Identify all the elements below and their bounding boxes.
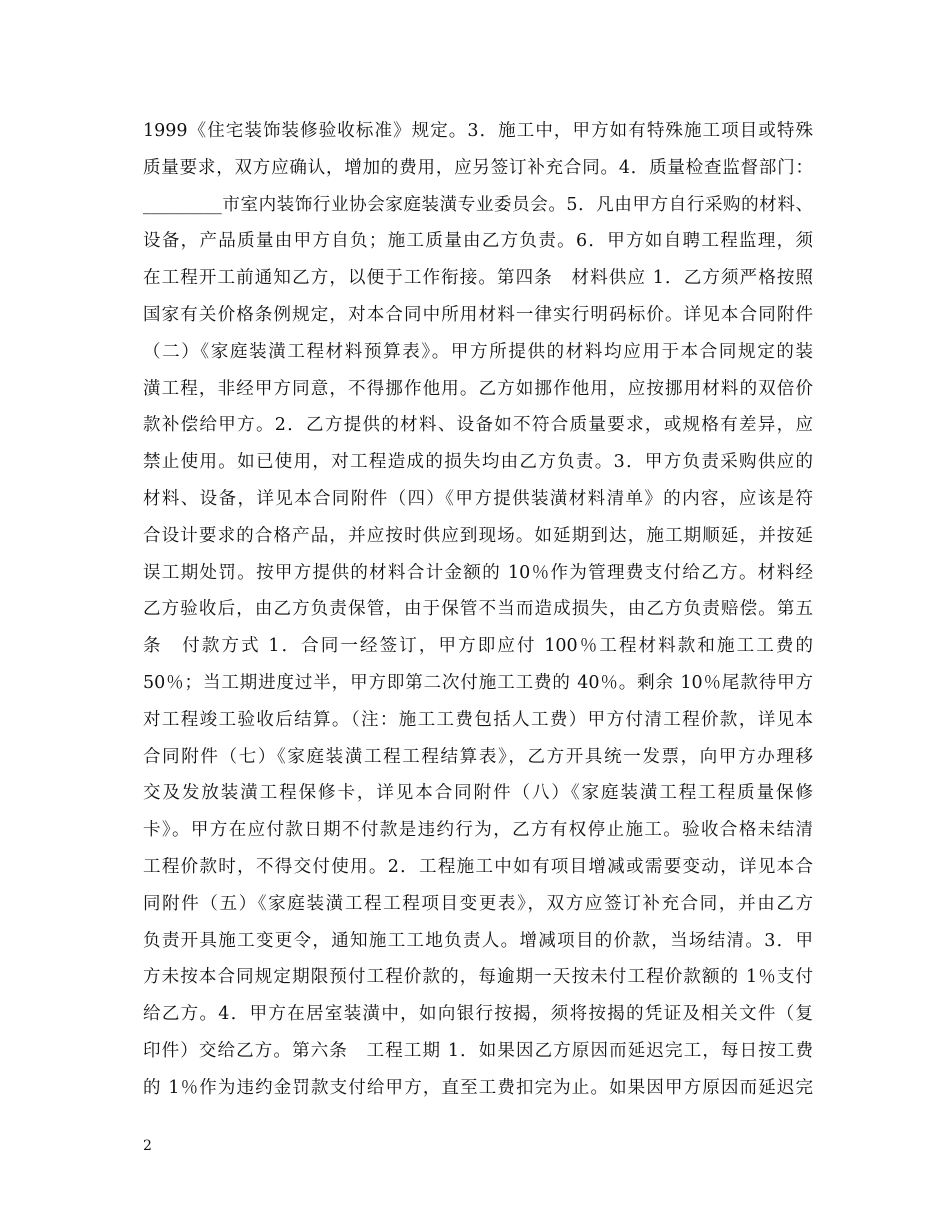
text-line: _________市室内装饰行业协会家庭装潢专业委员会。5．凡由甲方自行采购的材料、	[143, 194, 813, 215]
text-line: 在工程开工前通知乙方，以便于工作衔接。第四条 材料供应 1．乙方须严格按照	[143, 268, 813, 289]
text-line: 合同附件（七）《家庭装潢工程工程结算表》，乙方开具统一发票，向甲方办理移	[143, 746, 813, 767]
text-line: 材料、设备，详见本合同附件（四）《甲方提供装潢材料清单》的内容，应该是符	[143, 488, 813, 509]
text-line: 1999《住宅装饰装修验收标准》规定。3．施工中，甲方如有特殊施工项目或特殊	[143, 121, 813, 141]
text-line: 条 付款方式 1．合同一经签订，甲方即应付 100％工程材料款和施工工费的	[143, 636, 813, 657]
text-line: 方未按本合同规定期限预付工程价款的，每逾期一天按未付工程价款额的 1％支付	[143, 967, 813, 988]
text-line: 印件）交给乙方。第六条 工程工期 1．如果因乙方原因而延迟完工，每日按工费	[143, 1040, 813, 1061]
text-line: 卡》。甲方在应付款日期不付款是违约行为，乙方有权停止施工。验收合格未结清	[143, 820, 813, 841]
text-line: 对工程竣工验收后结算。（注：施工工费包括人工费）甲方付清工程价款，详见本	[143, 709, 813, 730]
text-line: 禁止使用。如已使用，对工程造成的损失均由乙方负责。3．甲方负责采购供应的	[143, 452, 813, 473]
text-line: 误工期处罚。按甲方提供的材料合计金额的 10％作为管理费支付给乙方。材料经	[143, 562, 813, 583]
text-line: 款补偿给甲方。2．乙方提供的材料、设备如不符合质量要求，或规格有差异，应	[143, 415, 813, 436]
text-line: 给乙方。4．甲方在居室装潢中，如向银行按揭，须将按揭的凭证及相关文件（复	[143, 1004, 813, 1025]
text-line: 国家有关价格条例规定，对本合同中所用材料一律实行明码标价。详见本合同附件	[143, 304, 813, 325]
text-line: （二）《家庭装潢工程材料预算表》。甲方所提供的材料均应用于本合同规定的装	[143, 341, 813, 362]
text-line: 合设计要求的合格产品，并应按时供应到现场。如延期到达，施工期顺延，并按延	[143, 525, 813, 546]
text-line: 交及发放装潢工程保修卡，详见本合同附件（八）《家庭装潢工程工程质量保修	[143, 783, 813, 804]
text-line: 同附件（五）《家庭装潢工程工程项目变更表》，双方应签订补充合同，并由乙方	[143, 893, 813, 914]
text-line: 乙方验收后，由乙方负责保管，由于保管不当而造成损失，由乙方负责赔偿。第五	[143, 599, 813, 620]
text-line: 负责开具施工变更令，通知施工工地负责人。增减项目的价款，当场结清。3．甲	[143, 930, 813, 951]
text-line: 设备，产品质量由甲方自负；施工质量由乙方负责。6．甲方如自聘工程监理，须	[143, 231, 813, 252]
text-line: 潢工程，非经甲方同意，不得挪作他用。乙方如挪作他用，应按挪用材料的双倍价	[143, 378, 813, 399]
contract-body-text	[143, 113, 813, 1107]
text-line: 50％；当工期进度过半，甲方即第二次付施工工费的 40％。剩余 10％尾款待甲方	[143, 672, 813, 693]
text-line: 质量要求，双方应确认，增加的费用，应另签订补充合同。4．质量检查监督部门：	[143, 157, 813, 178]
page-number: 2	[143, 1138, 152, 1154]
text-line: 的 1％作为违约金罚款支付给甲方，直至工费扣完为止。如果因甲方原因而延迟完	[143, 1077, 813, 1098]
text-line: 工程价款时，不得交付使用。2．工程施工中如有项目增减或需要变动，详见本合	[143, 856, 813, 877]
